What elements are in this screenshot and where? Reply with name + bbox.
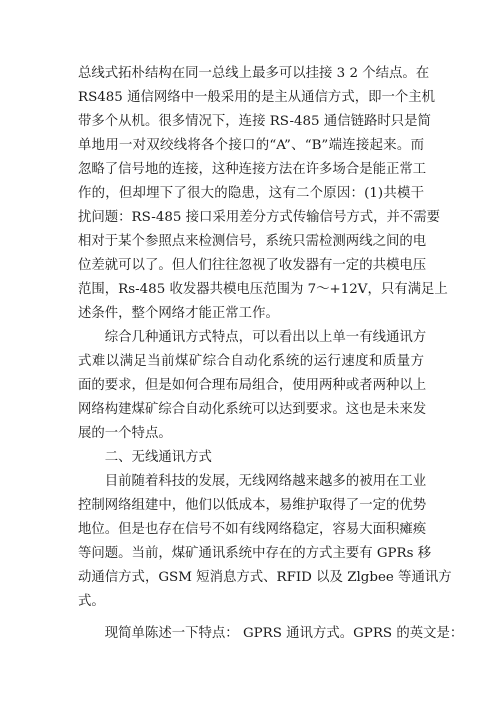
text-line-12: 综合几种通讯方式特点，可以看出以上单一有线通讯方 <box>78 330 427 345</box>
section-heading: 二、无线通讯方式 <box>78 450 212 465</box>
text-line-3: 带多个从机。很多情况下，连接 RS-485 通信链路时只是简 <box>78 114 431 129</box>
text-line-11: 述条件，整个网络才能正常工作。 <box>78 306 279 321</box>
text-line-19: 控制网络组建中，他们以低成本，易维护取得了一定的优势 <box>78 498 427 513</box>
text-line-24: 现简单陈述一下特点： GPRS 通讯方式。GPRS 的英文是： <box>78 626 464 641</box>
text-line-5: 忽略了信号地的连接，这种连接方法在许多场合是能正常工 <box>78 162 427 177</box>
text-line-13: 式难以满足当前煤矿综合自动化系统的运行速度和质量方 <box>78 354 424 369</box>
text-line-8: 相对于某个参照点来检测信号，系统只需检测两线之间的电 <box>78 234 427 249</box>
text-line-16: 展的一个特点。 <box>78 426 172 441</box>
text-line-20: 地位。但是也存在信号不如有线网络稳定，容易大面积瘫痪 <box>78 522 427 537</box>
text-line-7: 扰问题：RS-485 接口采用差分方式传输信号方式，并不需要 <box>78 210 441 225</box>
text-line-18: 目前随着科技的发展，无线网络越来越多的被用在工业 <box>78 474 427 489</box>
text-line-4: 单地用一对双绞线将各个接口的“A”、“B”端连接起来。而 <box>78 138 424 153</box>
text-line-15: 网络构建煤矿综合自动化系统可以达到要求。这也是未来发 <box>78 402 427 417</box>
text-line-2: RS485 通信网络中一般采用的是主从通信方式，即一个主机 <box>78 90 436 105</box>
text-line-6: 作的，但却埋下了很大的隐患，这有二个原因：(1)共模干 <box>78 186 424 201</box>
text-line-23: 式。 <box>78 594 105 609</box>
text-line-21: 等问题。当前，煤矿通讯系统中存在的方式主要有 GPRs 移 <box>78 546 432 561</box>
text-line-10: 范围，Rs-485 收发器共模电压范围为 7～+12V，只有满足上 <box>78 282 448 297</box>
text-line-1: 总线式拓朴结构在同一总线上最多可以挂接 3 2 个结点。在 <box>78 66 430 81</box>
text-line-14: 面的要求，但是如何合理布局组合，使用两种或者两种以上 <box>78 378 427 393</box>
text-line-22: 动通信方式，GSM 短消息方式、RFID 以及 Zlgbee 等通讯方 <box>78 570 452 585</box>
text-line-9: 位差就可以了。但人们往往忽视了收发器有一定的共模电压 <box>78 258 427 273</box>
